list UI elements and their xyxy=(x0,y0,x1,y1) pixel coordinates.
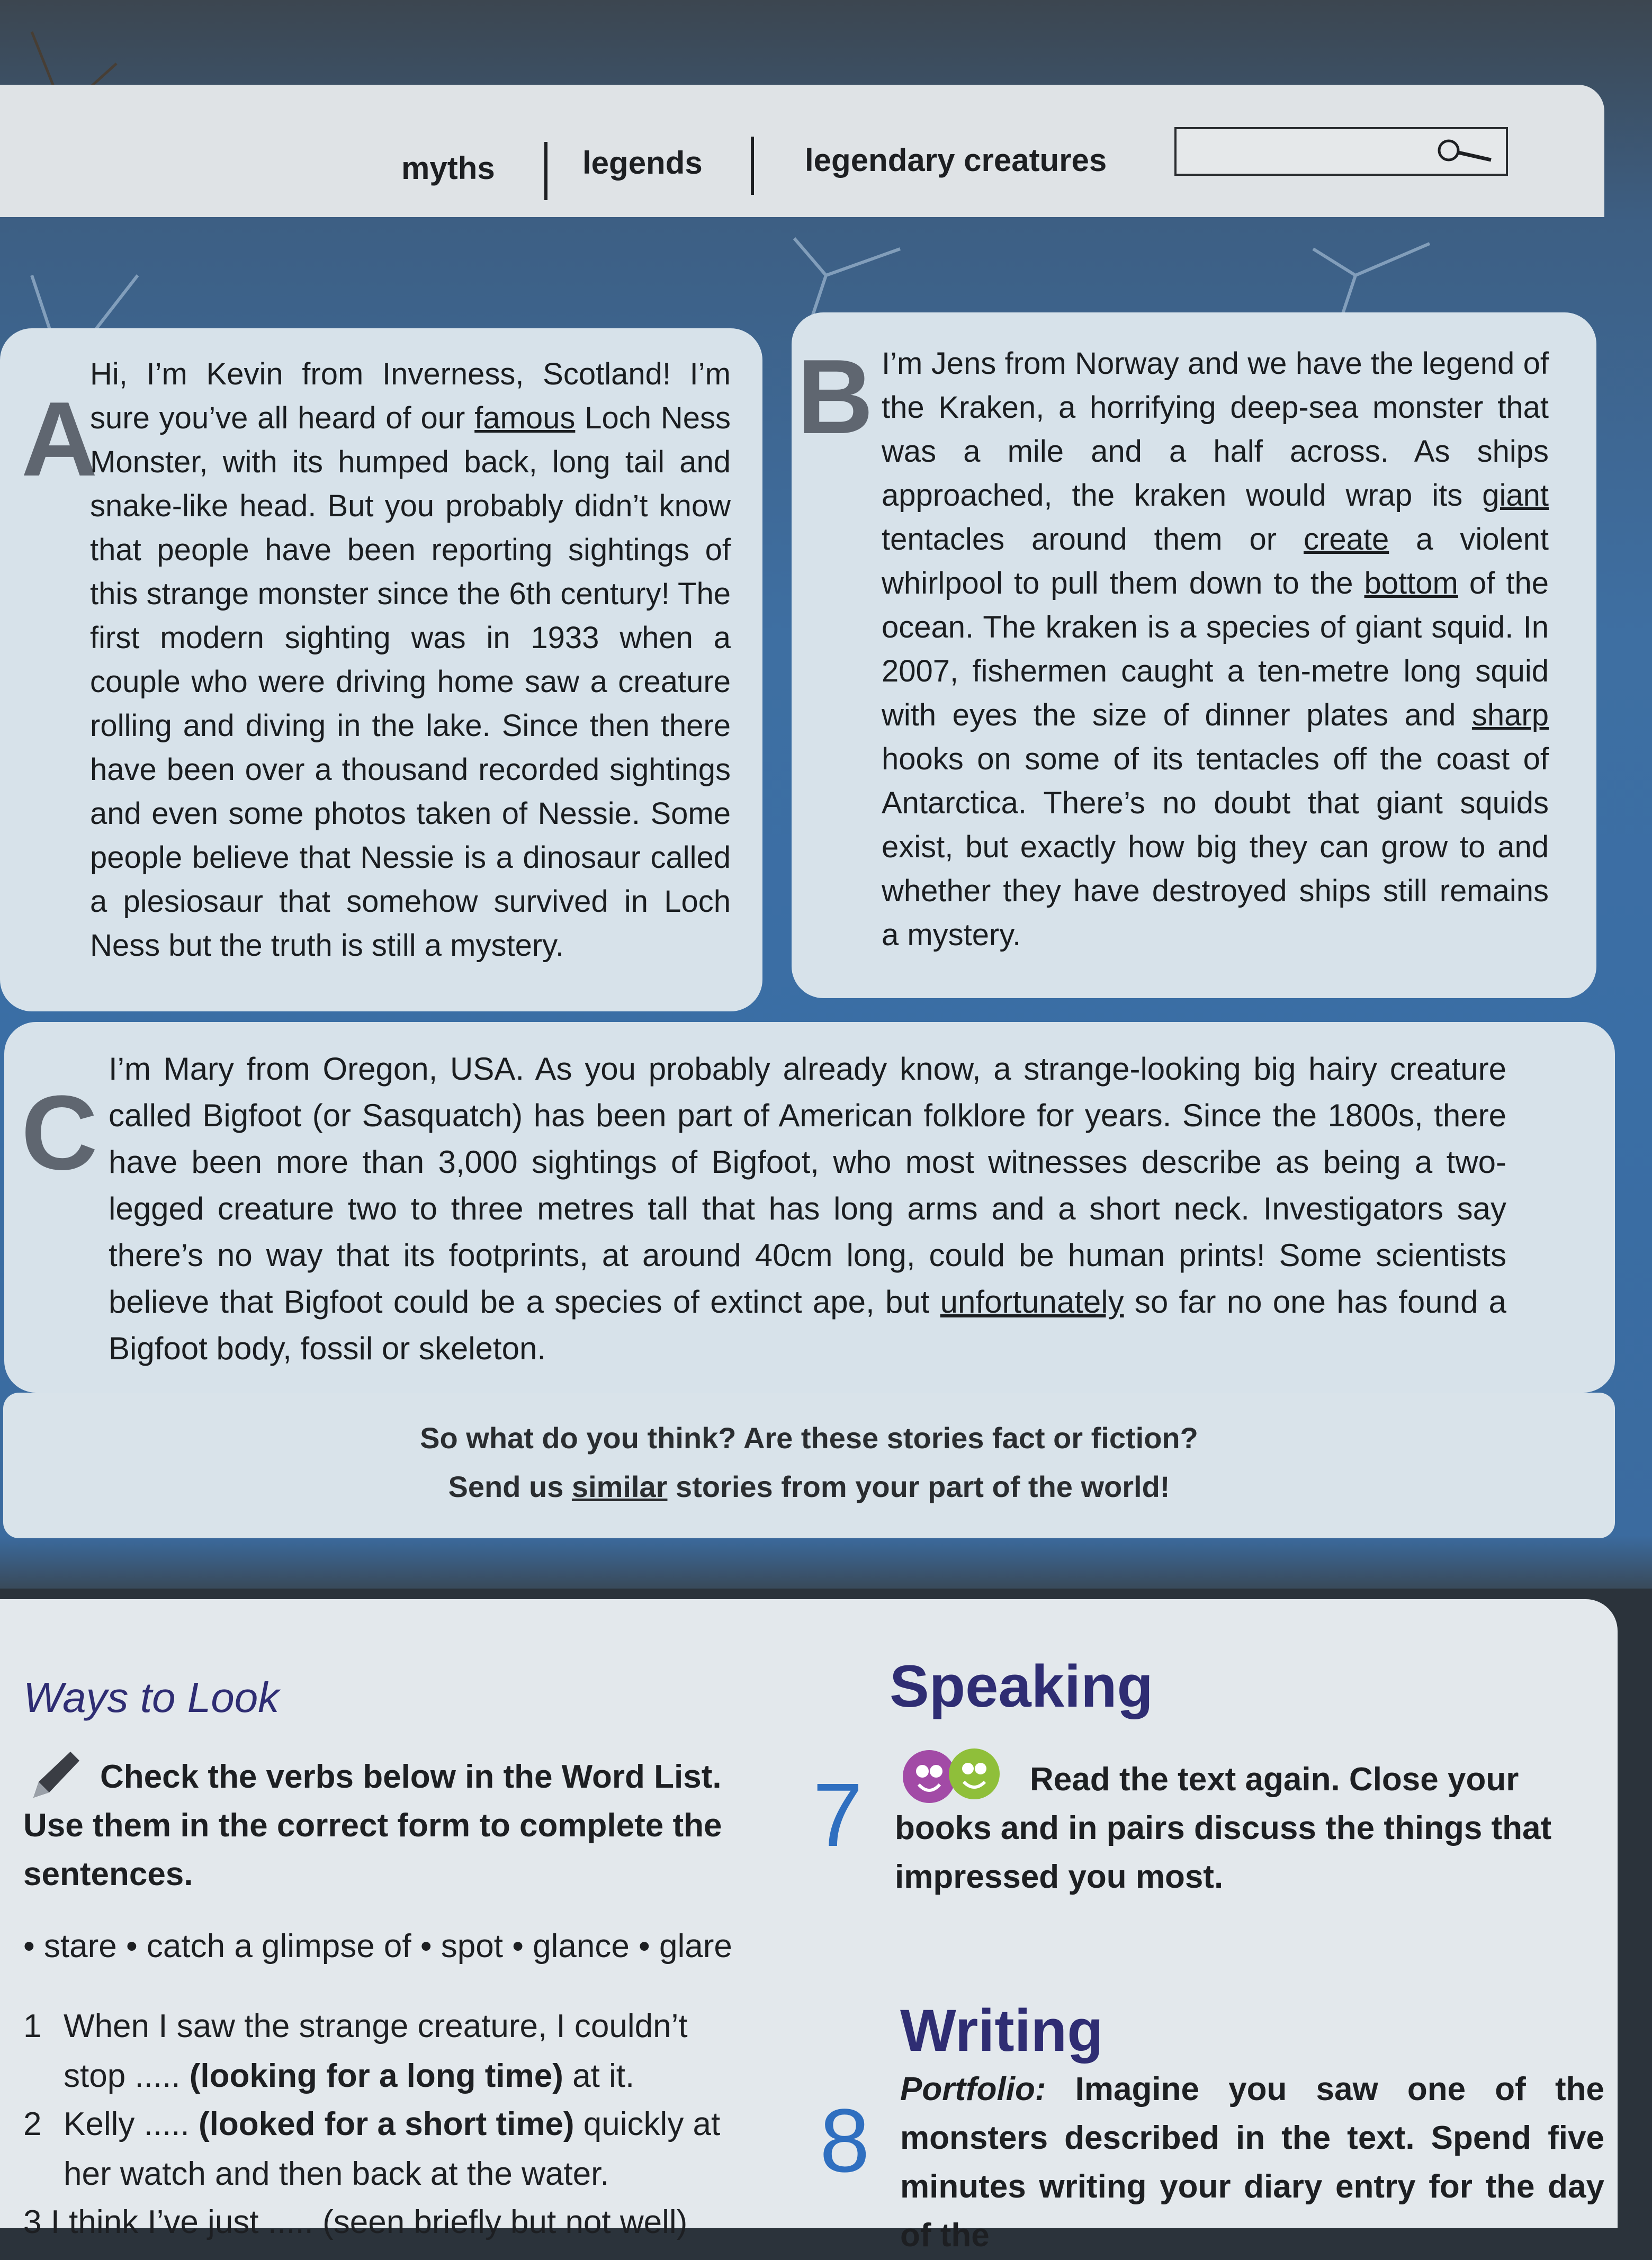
underlined-word: create xyxy=(1304,522,1389,557)
card-letter-b: B xyxy=(797,338,874,456)
exercise-number: 2 xyxy=(23,2106,42,2142)
ways-heading: Ways to Look xyxy=(23,1674,280,1721)
cta-line-2 xyxy=(3,1463,1615,1511)
nav-divider xyxy=(751,137,754,195)
story-text-a-part: Loch Ness Monster, with its humped back, long tail and snake-like head. But you probably didn’t know that people have been reporting sightings of this strange monster since the 6th century! The first modern sighting was in 1933 when a couple who were driving home saw a creature rolling and diving in the lake. Since then there have been over a thousand recorded sightings and even some photos taken of Nessie. Some people believe that Nessie is a dinosaur called a plesiosaur that somehow survived in Loch Ness but the truth is still a mystery. xyxy=(90,401,731,963)
exercise-number: 1 xyxy=(23,2008,42,2044)
exercise-text: Kelly ..... xyxy=(64,2106,199,2142)
exercise-item-1 xyxy=(64,2002,741,2101)
exercise-text: When I saw the strange creature, I couldn’t stop ..... xyxy=(64,2008,688,2094)
search-input[interactable] xyxy=(1174,127,1508,176)
cta-line-1: So what do you think? Are these stories fact or fiction? xyxy=(420,1421,1198,1455)
card-letter-c: C xyxy=(21,1074,98,1192)
story-text-a xyxy=(90,352,731,967)
underlined-word: bottom xyxy=(1364,566,1458,600)
story-text-a-part: Hi, I’m Kevin from Inverness, Scotland! I’m sure you’ve all heard of our xyxy=(90,357,731,435)
nav-divider xyxy=(544,142,547,200)
underlined-word: sharp xyxy=(1471,698,1549,732)
exercise-text: at it. xyxy=(563,2058,635,2094)
speaking-heading: Speaking xyxy=(890,1653,1153,1719)
underlined-word: similar xyxy=(571,1470,668,1503)
exercise-item-2 xyxy=(64,2100,725,2199)
cta-text: stories from your part of the world! xyxy=(667,1470,1170,1503)
story-text-c-part: I’m Mary from Oregon, USA. As you probably already know, a strange-looking big hairy creature called Bigfoot (or Sasquatch) has been part of American folklore for years. Since the 1800s, there have been more than 3,000 sightings of Bigfoot, who most witnesses describe as being a two-legged creature two to three metres tall that has long arms and a short neck. Investigators say there’s no way that its footprints, at around 40cm long, could be human prints! Some scientists believe that Bigfoot could be a species of extinct ape, but xyxy=(109,1051,1506,1320)
nav-myths[interactable]: myths xyxy=(401,150,495,186)
story-text-b-part: tentacles around them or xyxy=(882,522,1304,557)
exercise-item-3: 3 I think I’ve just ..... (seen briefly but not well) xyxy=(23,2204,688,2240)
exercise-number-7: 7 xyxy=(813,1765,863,1866)
story-text-b-part: hooks on some of its tentacles off the coast of Antarctica. There’s no doubt that giant squids exist, but exactly how big they can grow to and whether they have destroyed ships still remains a mystery. xyxy=(882,742,1549,952)
underlined-word: famous xyxy=(474,401,576,435)
exercise-instruction: Check the verbs below in the Word List. Use them in the correct form to complete the sentences. xyxy=(23,1759,722,1893)
portfolio-label: Portfolio: xyxy=(900,2071,1046,2107)
writing-heading: Writing xyxy=(900,1997,1103,2064)
exercise-text: quickly at her watch and then back at the water. xyxy=(64,2106,721,2192)
card-letter-a: A xyxy=(21,380,98,498)
call-to-action xyxy=(3,1393,1615,1538)
underlined-word: giant xyxy=(1482,478,1549,513)
exercise-number-8: 8 xyxy=(820,2091,870,2191)
verb-list: • stare • catch a glimpse of • spot • glance • glare xyxy=(23,1928,732,1965)
story-text-b-part: of the ocean. The kraken is a species of giant squid. In 2007, fishermen caught a ten-metre long squid with eyes the size of dinner plates and xyxy=(882,566,1549,732)
nav-legends[interactable]: legends xyxy=(582,145,703,181)
writing-instruction xyxy=(900,2065,1604,2260)
exercise-hint: (looked for a short time) xyxy=(198,2106,574,2142)
exercise-hint: (looking for a long time) xyxy=(189,2058,563,2094)
story-text-b xyxy=(882,342,1549,957)
story-text-c xyxy=(109,1046,1506,1372)
cta-text: Send us xyxy=(448,1470,572,1503)
speaking-instruction: Read the text again. Close your books and in pairs discuss the things that impressed you most. xyxy=(895,1761,1552,1895)
underlined-word: unfortunately xyxy=(940,1284,1124,1320)
search-icon xyxy=(1433,137,1496,168)
writing-text: Imagine you saw one of the monsters described in the text. Spend five minutes writing your diary entry for the day of the xyxy=(900,2071,1604,2254)
story-text-b-part: a violent whirlpool to pull them down to the xyxy=(882,522,1549,600)
story-text-b-part: I’m Jens from Norway and we have the legend of the Kraken, a horrifying deep-sea monster that was a mile and a half across. As ships approached, the kraken would wrap its xyxy=(882,346,1549,513)
story-text-c-part: so far no one has found a Bigfoot body, fossil or skeleton. xyxy=(109,1284,1506,1366)
nav-legendary-creatures[interactable]: legendary creatures xyxy=(805,142,1107,178)
